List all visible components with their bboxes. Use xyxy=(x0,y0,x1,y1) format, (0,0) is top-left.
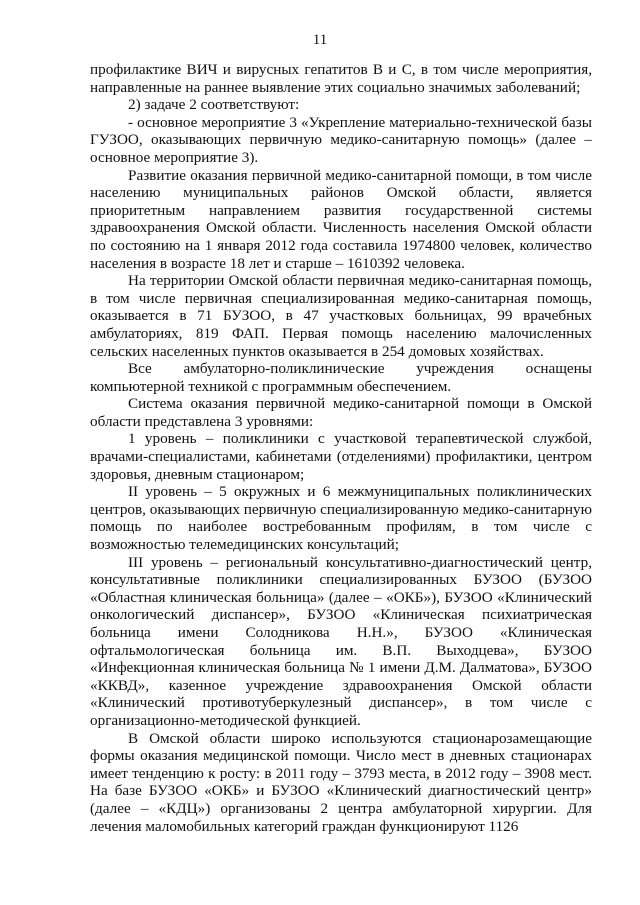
paragraph-level-1: 1 уровень – поликлиники с участковой терапевтической службой, врачами-специалистами, кабинетами (отделениями) профилактики, центром здоровья, дневным стационаром; xyxy=(90,430,592,483)
paragraph-day-hospitals: В Омской области широко используются стационарозамещающие формы оказания медицинской помощи. Число мест в дневных стационарах имеет тенденцию к росту: в 2011 году – 3793 места, в 2012 году – 3908 мест. На базе БУЗОО «ОКБ» и БУЗОО «Клинический диагностический центр» (далее – «КДЦ») организованы 2 центра амбулаторной хирургии. Для лечения маломобильных категорий граждан функционируют 1126 xyxy=(90,729,592,835)
paragraph-computer-equipment: Все амбулаторно-поликлинические учреждения оснащены компьютерной техникой с программным обеспечением. xyxy=(90,360,592,395)
paragraph-level-3: III уровень – региональный консультативно-диагностический центр, консультативные поликлиники специализированных БУЗОО (БУЗОО «Областная клиническая больница» (далее – «ОКБ»), БУЗОО «Клинический онкологический диспансер», БУЗОО «Клиническая психиатрическая больница имени Солодникова Н.Н.», БУЗОО «Клиническая офтальмологическая больница им. В.П. Выходцева», БУЗОО «Инфекционная клиническая больница № 1 имени Д.М. Далматова», БУЗОО «ККВД», казенное учреждение здравоохранения Омской области «Клинический противотуберкулезный диспансер», в том числе с организационно-методической функцией. xyxy=(90,553,592,729)
paragraph-primary-care-facilities: На территории Омской области первичная медико-санитарная помощь, в том числе первичная специализированная медико-санитарная помощь, оказывается в 71 БУЗОО, в 47 участковых больницах, 99 врачебных амбулаториях, 819 ФАП. Первая помощь населению малочисленных сельских населенных пунктов оказывается в 254 домовых хозяйствах. xyxy=(90,272,592,360)
paragraph-three-levels-intro: Система оказания первичной медико-санитарной помощи в Омской области представлена 3 уровнями: xyxy=(90,395,592,430)
page-number: 11 xyxy=(312,32,328,48)
paragraph-level-2: II уровень – 5 окружных и 6 межмуниципальных поликлинических центров, оказывающих первичную специализированную медико-санитарную помощь по наиболее востребованным профилям, в том числе с возможностью телемедицинских консультаций; xyxy=(90,483,592,554)
paragraph-task-2-heading: 2) задаче 2 соответствуют: xyxy=(128,96,300,114)
paragraph-main-activity-3: - основное мероприятие 3 «Укрепление материально-технической базы ГУЗОО, оказывающих первичную медико-санитарную помощь» (далее – основное мероприятие 3). xyxy=(90,113,592,166)
document-body xyxy=(90,61,592,835)
paragraph-primary-care-development: Развитие оказания первичной медико-санитарной помощи, в том числе населению муниципальных районов Омской области, является приоритетным направлением развития государственной системы здравоохранения Омской области. Численность населения Омской области по состоянию на 1 января 2012 года составила 1974800 человек, количество населения в возрасте 18 лет и старше – 1610392 человека. xyxy=(90,166,592,272)
paragraph-hiv-prevention-continuation: профилактике ВИЧ и вирусных гепатитов В и С, в том числе мероприятия, направленные на раннее выявление этих социально значимых заболеваний; xyxy=(90,61,592,96)
